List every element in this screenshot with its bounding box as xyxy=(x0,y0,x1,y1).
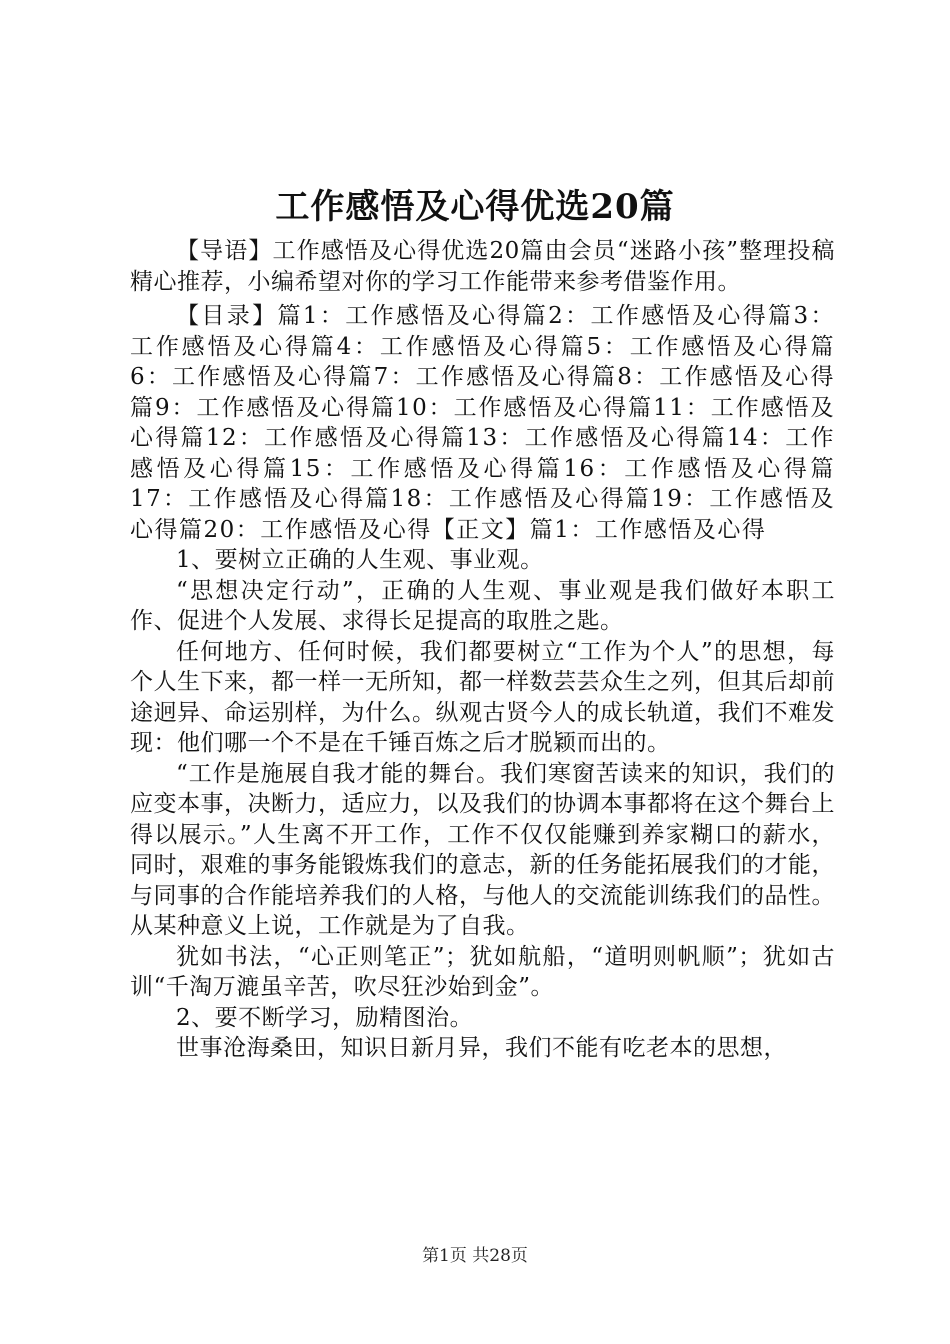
body-paragraph: “工作是施展自我才能的舞台。我们寒窗苦读来的知识，我们的应变本事，决断力，适应力，以及我们的协调本事都将在这个舞台上得以展示。”人生离不开工作，工作不仅仅能赚到养家糊口的薪水，同时，艰难的事务能锻炼我们的意志，新的任务能拓展我们的才能，与同事的合作能培养我们的人格，与他人的交流能训练我们的品性。从某种意义上说，工作就是为了自我。 xyxy=(130,760,835,939)
body-paragraph: 世事沧海桑田，知识日新月异，我们不能有吃老本的思想， xyxy=(176,1035,787,1061)
document-title: 工作感悟及心得优选20篇 xyxy=(275,187,675,227)
intro-paragraph: 【导语】工作感悟及心得优选20篇由会员“迷路小孩”整理投稿精心推荐，小编希望对你的学习工作能带来参考借鉴作用。 xyxy=(130,238,835,295)
body-paragraph: 任何地方、任何时候，我们都要树立“工作为个人”的思想，每个人生下来，都一样一无所知，都一样数芸芸众生之列，但其后却前途迥异、命运别样，为什么。纵观古贤今人的成长轨道，我们不难发现：他们哪一个不是在千锤百炼之后才脱颖而出的。 xyxy=(130,638,835,756)
page-number: 第1页 xyxy=(422,1246,467,1266)
page-total: 共28页 xyxy=(472,1246,528,1266)
section-heading-1: 1、要树立正确的人生观、事业观。 xyxy=(176,547,544,573)
body-paragraph: 犹如书法，“心正则笔正”；犹如航船，“道明则帆顺”；犹如古训“千淘万漉虽辛苦，吹尽狂沙始到金”。 xyxy=(130,943,835,1000)
section-heading-2: 2、要不断学习，励精图治。 xyxy=(176,1004,474,1031)
body-paragraph: “思想决定行动”，正确的人生观、事业观是我们做好本职工作、促进个人发展、求得长足提高的取胜之匙。 xyxy=(130,577,835,634)
document-body xyxy=(130,236,835,1064)
table-of-contents-paragraph: 【目录】篇1：工作感悟及心得篇2：工作感悟及心得篇3：工作感悟及心得篇4：工作感悟及心得篇5：工作感悟及心得篇6：工作感悟及心得篇7：工作感悟及心得篇8：工作感悟及心得篇9：工作感悟及心得篇10：工作感悟及心得篇11：工作感悟及心得篇12：工作感悟及心得篇13：工作感悟及心得篇14：工作感悟及心得篇15：工作感悟及心得篇16：工作感悟及心得篇17：工作感悟及心得篇18：工作感悟及心得篇19：工作感悟及心得篇20：工作感悟及心得【正文】篇1：工作感悟及心得 xyxy=(130,303,835,543)
page-footer xyxy=(0,1245,950,1267)
